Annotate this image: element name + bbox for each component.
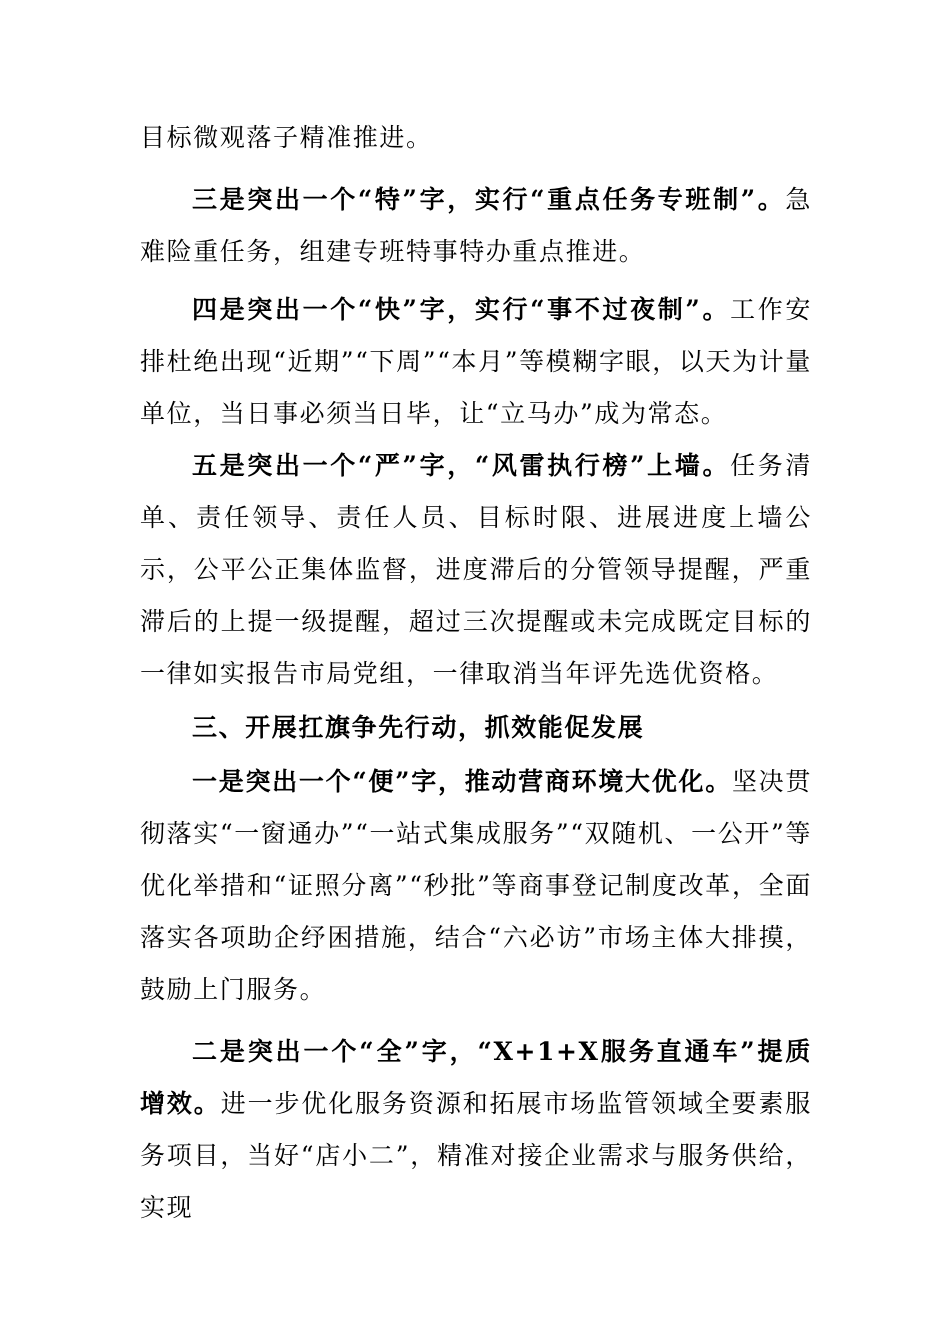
paragraph-body: 进一步优化服务资源和拓展市场监管领域全要素服务项目，当好“店小二”，精准对接企业需求与服务供给，实现 <box>140 1089 813 1222</box>
paragraph-execution-board <box>140 440 812 700</box>
paragraph-service-express <box>140 1026 812 1234</box>
paragraph-continuation <box>140 112 812 164</box>
paragraph-no-overnight <box>140 284 812 440</box>
paragraph-lead: 五是突出一个“严”字，“风雷执行榜”上墙。 <box>192 451 731 480</box>
paragraph-body: 坚决贯彻落实“一窗通办”“一站式集成服务”“双随机、一公开”等优化举措和“证照分离”“秒批”等商事登记制度改革，全面落实各项助企纾困措施，结合“六必访”市场主体大排摸，鼓励上门服务。 <box>140 767 812 1004</box>
paragraph-lead: 一是突出一个“便”字，推动营商环境大优化。 <box>192 767 732 796</box>
paragraph-body: 工作安排杜绝出现“近期”“下周”“本月”等模糊字眼，以天为计量单位，当日事必须当日毕，让“立马办”成为常态。 <box>140 295 812 428</box>
paragraph-body: 目标微观落子精准推进。 <box>140 123 433 152</box>
paragraph-lead: 四是突出一个“快”字，实行“事不过夜制”。 <box>192 295 731 324</box>
paragraph-special-task-team <box>140 174 812 278</box>
paragraph-lead: 二是突出一个“全”字，“X+1+X服务直通车”提质增效。 <box>140 1037 812 1118</box>
section-heading-text: 三、开展扛旗争先行动，抓效能促发展 <box>192 713 645 742</box>
paragraph-business-environment <box>140 756 812 1016</box>
paragraph-body: 急难险重任务，组建专班特事特办重点推进。 <box>140 185 812 266</box>
paragraph-lead: 三是突出一个“特”字，实行“重点任务专班制”。 <box>192 185 786 214</box>
section-heading <box>140 702 812 754</box>
paragraph-body: 任务清单、责任领导、责任人员、目标时限、进展进度上墙公示，公平公正集体监督，进度滞后的分管领导提醒，严重滞后的上提一级提醒，超过三次提醒或未完成既定目标的一律如实报告市局党组，一律取消当年评先选优资格。 <box>140 451 812 688</box>
